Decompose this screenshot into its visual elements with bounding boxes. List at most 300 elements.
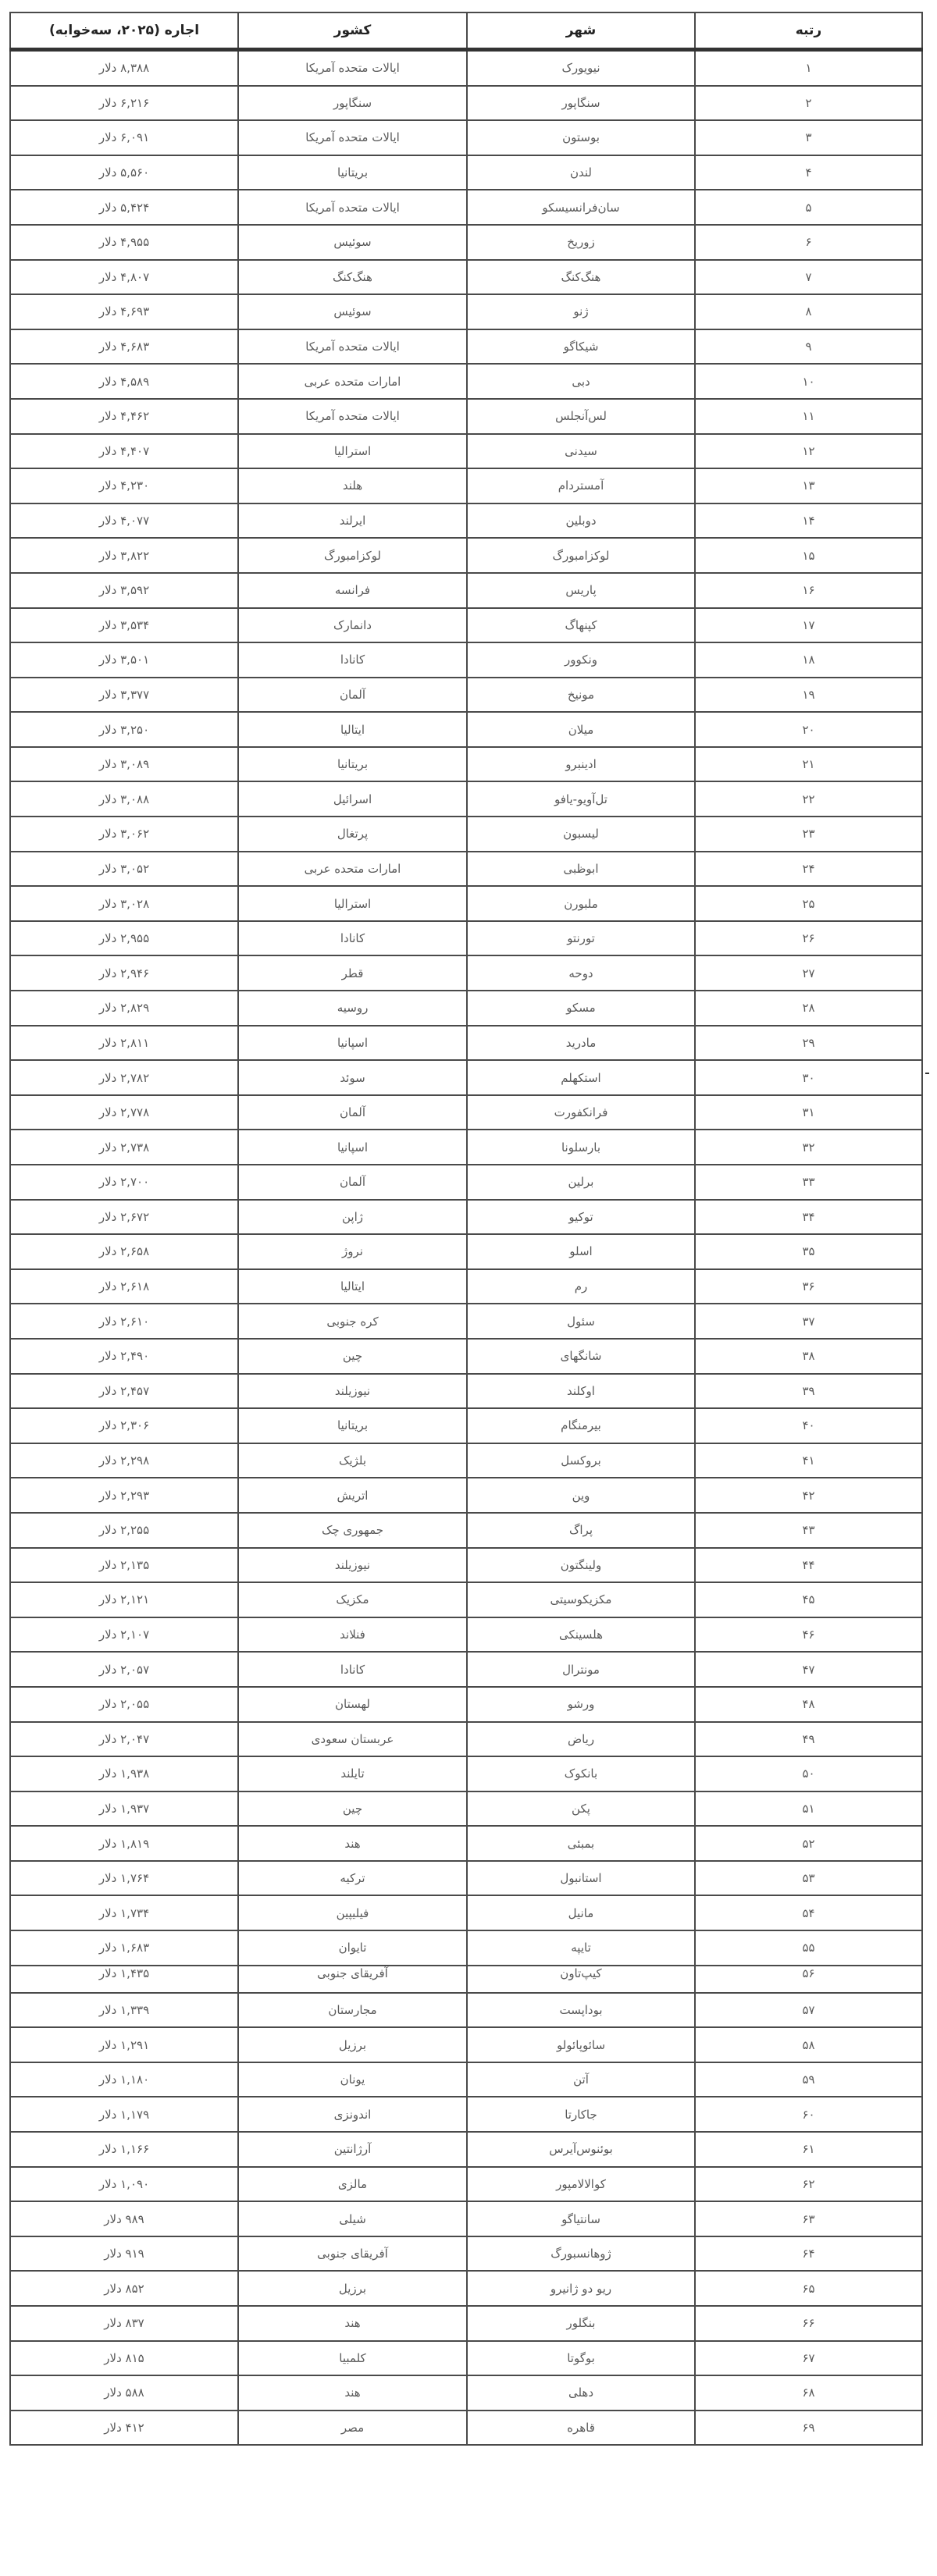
table-row xyxy=(10,155,922,190)
cell-rank: ۳۰ xyxy=(695,1060,922,1095)
table-row xyxy=(10,1165,922,1200)
table-row xyxy=(10,1026,922,1061)
table-row xyxy=(10,86,922,121)
cell-country: اسپانیا xyxy=(238,1130,467,1165)
stray-dash-mark xyxy=(925,1073,929,1074)
cell-country: نیوزیلند xyxy=(238,1548,467,1583)
cell-rent: ۴,۴۶۲ دلار xyxy=(10,399,238,434)
cell-rent: ۲,۹۵۵ دلار xyxy=(10,921,238,956)
cell-city: بمبئی xyxy=(467,1826,695,1861)
cell-rent: ۳,۰۸۸ دلار xyxy=(10,781,238,817)
cell-country: مکزیک xyxy=(238,1582,467,1617)
cell-rank: ۲۹ xyxy=(695,1026,922,1061)
cell-rent: ۳,۰۸۹ دلار xyxy=(10,747,238,782)
cell-rank: ۵۷ xyxy=(695,1993,922,2028)
cell-country: مصر xyxy=(238,2411,467,2446)
cell-country: بلژیک xyxy=(238,1443,467,1478)
table-row xyxy=(10,50,922,86)
cell-city: میلان xyxy=(467,712,695,747)
cell-rent: ۲,۰۵۵ دلار xyxy=(10,1687,238,1722)
cell-country: اسرائیل xyxy=(238,781,467,817)
cell-rent: ۲,۰۴۷ دلار xyxy=(10,1722,238,1757)
table-row xyxy=(10,642,922,678)
cell-rent: ۴,۴۰۷ دلار xyxy=(10,434,238,469)
cell-rent: ۳,۸۲۲ دلار xyxy=(10,538,238,573)
cell-rent: ۱,۸۱۹ دلار xyxy=(10,1826,238,1861)
cell-rent: ۵,۵۶۰ دلار xyxy=(10,155,238,190)
table-row xyxy=(10,1687,922,1722)
cell-country: مالزی xyxy=(238,2167,467,2202)
table-row xyxy=(10,2306,922,2341)
cell-rent: ۲,۶۷۲ دلار xyxy=(10,1200,238,1235)
table-row xyxy=(10,2062,922,2097)
cell-rent: ۴,۸۰۷ دلار xyxy=(10,260,238,295)
cell-country: شیلی xyxy=(238,2201,467,2236)
cell-rent: ۴,۲۳۰ دلار xyxy=(10,468,238,503)
cell-country: عربستان سعودی xyxy=(238,1722,467,1757)
cell-country: بریتانیا xyxy=(238,1408,467,1443)
table-row xyxy=(10,1339,922,1374)
cell-rent: ۱,۳۳۹ دلار xyxy=(10,1993,238,2028)
cell-country: فیلیپین xyxy=(238,1895,467,1930)
cell-country: تایلند xyxy=(238,1756,467,1791)
table-row xyxy=(10,329,922,365)
table-row xyxy=(10,2271,922,2306)
cell-rent: ۲,۴۵۷ دلار xyxy=(10,1374,238,1409)
cell-rent: ۳,۰۵۲ دلار xyxy=(10,852,238,887)
table-row xyxy=(10,2167,922,2202)
cell-city: اسلو xyxy=(467,1234,695,1269)
table-row xyxy=(10,1582,922,1617)
cell-country: سوئد xyxy=(238,1060,467,1095)
table-row xyxy=(10,120,922,155)
cell-city: ژوهانسبورگ xyxy=(467,2236,695,2272)
cell-country: ایالات متحده آمریکا xyxy=(238,190,467,225)
cell-rent: ۲,۸۲۹ دلار xyxy=(10,991,238,1026)
cell-rank: ۱۵ xyxy=(695,538,922,573)
table-row xyxy=(10,1930,922,1966)
cell-city: پکن xyxy=(467,1791,695,1827)
cell-rank: ۴۳ xyxy=(695,1513,922,1548)
cell-country: ایتالیا xyxy=(238,1269,467,1304)
cell-country: لوکزامبورگ xyxy=(238,538,467,573)
cell-rent: ۱,۱۸۰ دلار xyxy=(10,2062,238,2097)
cell-rent: ۲,۷۰۰ دلار xyxy=(10,1165,238,1200)
cell-country: اسپانیا xyxy=(238,1026,467,1061)
cell-rent: ۱,۰۹۰ دلار xyxy=(10,2167,238,2202)
cell-city: وین xyxy=(467,1478,695,1513)
cell-country: سوئیس xyxy=(238,294,467,329)
cell-country: ژاپن xyxy=(238,1200,467,1235)
cell-rent: ۵,۴۲۴ دلار xyxy=(10,190,238,225)
cell-city: شانگهای xyxy=(467,1339,695,1374)
cell-rent: ۹۸۹ دلار xyxy=(10,2201,238,2236)
cell-rank: ۵۹ xyxy=(695,2062,922,2097)
cell-city: بنگلور xyxy=(467,2306,695,2341)
cell-country: قطر xyxy=(238,955,467,991)
cell-city: مکزیکوسیتی xyxy=(467,1582,695,1617)
cell-rank: ۱۰ xyxy=(695,364,922,399)
cell-country: ایرلند xyxy=(238,503,467,539)
cell-country: فنلاند xyxy=(238,1617,467,1653)
cell-rank: ۱۱ xyxy=(695,399,922,434)
cell-country: ایالات متحده آمریکا xyxy=(238,120,467,155)
cell-rent: ۱,۲۹۱ دلار xyxy=(10,2027,238,2062)
table-row xyxy=(10,1791,922,1827)
cell-city: شیکاگو xyxy=(467,329,695,365)
table-row xyxy=(10,1060,922,1095)
cell-rent: ۴۱۲ دلار xyxy=(10,2411,238,2446)
table-row xyxy=(10,747,922,782)
cell-rank: ۵۱ xyxy=(695,1791,922,1827)
cell-rent: ۴,۹۵۵ دلار xyxy=(10,225,238,260)
cell-city: مادرید xyxy=(467,1026,695,1061)
cell-rank: ۶۵ xyxy=(695,2271,922,2306)
cell-rent: ۲,۷۸۲ دلار xyxy=(10,1060,238,1095)
cell-rank: ۲۴ xyxy=(695,852,922,887)
cell-city: مونترال xyxy=(467,1652,695,1687)
cell-city: لندن xyxy=(467,155,695,190)
cell-rank: ۴۷ xyxy=(695,1652,922,1687)
cell-rank: ۶۴ xyxy=(695,2236,922,2272)
cell-rent: ۶,۲۱۶ دلار xyxy=(10,86,238,121)
cell-city: مانیل xyxy=(467,1895,695,1930)
table-row xyxy=(10,190,922,225)
table-row xyxy=(10,781,922,817)
cell-city: بانکوک xyxy=(467,1756,695,1791)
cell-rank: ۶۲ xyxy=(695,2167,922,2202)
cell-city: قاهره xyxy=(467,2411,695,2446)
cell-city: ریو دو ژانیرو xyxy=(467,2271,695,2306)
cell-rank: ۶۹ xyxy=(695,2411,922,2446)
table-row xyxy=(10,538,922,573)
cell-rank: ۸ xyxy=(695,294,922,329)
cell-city: هلسینکی xyxy=(467,1617,695,1653)
cell-rent: ۲,۶۱۸ دلار xyxy=(10,1269,238,1304)
cell-rank: ۶۷ xyxy=(695,2341,922,2376)
cell-country: کانادا xyxy=(238,642,467,678)
table-row xyxy=(10,1234,922,1269)
table-row xyxy=(10,1826,922,1861)
cell-country: هند xyxy=(238,1826,467,1861)
cell-rank: ۲۸ xyxy=(695,991,922,1026)
cell-city: پاریس xyxy=(467,573,695,608)
cell-rank: ۲۰ xyxy=(695,712,922,747)
cell-rank: ۱۴ xyxy=(695,503,922,539)
cell-rent: ۸۱۵ دلار xyxy=(10,2341,238,2376)
cell-rent: ۱,۹۳۸ دلار xyxy=(10,1756,238,1791)
cell-country: هند xyxy=(238,2375,467,2411)
cell-country: اتریش xyxy=(238,1478,467,1513)
cell-rent: ۲,۷۷۸ دلار xyxy=(10,1095,238,1130)
cell-rent: ۲,۸۱۱ دلار xyxy=(10,1026,238,1061)
cell-country: بریتانیا xyxy=(238,747,467,782)
table-row xyxy=(10,1408,922,1443)
cell-country: یونان xyxy=(238,2062,467,2097)
cell-city: فرانکفورت xyxy=(467,1095,695,1130)
cell-country: مجارستان xyxy=(238,1993,467,2028)
cell-city: توکیو xyxy=(467,1200,695,1235)
cell-city: آتن xyxy=(467,2062,695,2097)
table-row xyxy=(10,1095,922,1130)
cell-country: آلمان xyxy=(238,1165,467,1200)
cell-country: دانمارک xyxy=(238,608,467,643)
cell-country: لهستان xyxy=(238,1687,467,1722)
table-row xyxy=(10,1374,922,1409)
cell-rank: ۵۸ xyxy=(695,2027,922,2062)
table-row xyxy=(10,1861,922,1896)
cell-rent: ۶,۰۹۱ دلار xyxy=(10,120,238,155)
cell-rent: ۲,۹۴۶ دلار xyxy=(10,955,238,991)
cell-rent: ۳,۳۷۷ دلار xyxy=(10,678,238,713)
cell-country: آفریقای جنوبی xyxy=(238,1966,467,1993)
cell-country: آفریقای جنوبی xyxy=(238,2236,467,2272)
cell-country: کانادا xyxy=(238,1652,467,1687)
cell-rank: ۵۵ xyxy=(695,1930,922,1966)
cell-country: کانادا xyxy=(238,921,467,956)
cell-rent: ۲,۱۲۱ دلار xyxy=(10,1582,238,1617)
table-row xyxy=(10,434,922,469)
cell-rent: ۱,۶۸۳ دلار xyxy=(10,1930,238,1966)
cell-city: استکهلم xyxy=(467,1060,695,1095)
table-row xyxy=(10,1993,922,2028)
table-row xyxy=(10,2411,922,2446)
table-row xyxy=(10,364,922,399)
cell-rank: ۶۰ xyxy=(695,2097,922,2132)
cell-country: بریتانیا xyxy=(238,155,467,190)
cell-rent: ۲,۱۰۷ دلار xyxy=(10,1617,238,1653)
table-row xyxy=(10,921,922,956)
cell-rank: ۴۰ xyxy=(695,1408,922,1443)
cell-city: سائوپائولو xyxy=(467,2027,695,2062)
cell-city: رم xyxy=(467,1269,695,1304)
cell-city: بوستون xyxy=(467,120,695,155)
cell-city: لیسبون xyxy=(467,817,695,852)
cell-country: هنگ‌کنگ xyxy=(238,260,467,295)
cell-rank: ۲۷ xyxy=(695,955,922,991)
cell-city: دبی xyxy=(467,364,695,399)
cell-rank: ۵۶ xyxy=(695,1966,922,1993)
cell-city: ولینگتون xyxy=(467,1548,695,1583)
table-header-row xyxy=(10,12,922,50)
table-row xyxy=(10,468,922,503)
cell-rank: ۳۱ xyxy=(695,1095,922,1130)
cell-rank: ۴۸ xyxy=(695,1687,922,1722)
cell-rent: ۳,۰۶۲ دلار xyxy=(10,817,238,852)
cell-country: هلند xyxy=(238,468,467,503)
cell-country: سنگاپور xyxy=(238,86,467,121)
table-row xyxy=(10,225,922,260)
cell-rent: ۲,۶۵۸ دلار xyxy=(10,1234,238,1269)
table-row xyxy=(10,1652,922,1687)
table-row xyxy=(10,1130,922,1165)
table-row xyxy=(10,852,922,887)
cell-country: ایتالیا xyxy=(238,712,467,747)
header-country: کشور xyxy=(238,12,467,50)
table-row xyxy=(10,678,922,713)
cell-city: بوداپست xyxy=(467,1993,695,2028)
cell-rent: ۲,۷۳۸ دلار xyxy=(10,1130,238,1165)
cell-rent: ۲,۴۹۰ دلار xyxy=(10,1339,238,1374)
cell-rank: ۱۲ xyxy=(695,434,922,469)
table-row xyxy=(10,886,922,921)
cell-rank: ۱۸ xyxy=(695,642,922,678)
table-row xyxy=(10,955,922,991)
table-row xyxy=(10,1756,922,1791)
cell-city: سان‌فرانسیسکو xyxy=(467,190,695,225)
cell-city: مونیخ xyxy=(467,678,695,713)
cell-city: بارسلونا xyxy=(467,1130,695,1165)
cell-country: اندونزی xyxy=(238,2097,467,2132)
header-rent: اجاره (۲۰۲۵، سه‌خوابه) xyxy=(10,12,238,50)
cell-city: نیویورک xyxy=(467,50,695,86)
cell-rank: ۲۱ xyxy=(695,747,922,782)
cell-country: امارات متحده عربی xyxy=(238,364,467,399)
cell-country: برزیل xyxy=(238,2027,467,2062)
cell-rent: ۳,۰۲۸ دلار xyxy=(10,886,238,921)
cell-country: ایالات متحده آمریکا xyxy=(238,399,467,434)
table-row xyxy=(10,1722,922,1757)
table-row xyxy=(10,399,922,434)
cell-country: استرالیا xyxy=(238,886,467,921)
cell-city: بوئنوس‌آیرس xyxy=(467,2132,695,2167)
table-row xyxy=(10,991,922,1026)
cell-rent: ۱,۹۳۷ دلار xyxy=(10,1791,238,1827)
cell-city: تایپه xyxy=(467,1930,695,1966)
table-row xyxy=(10,1304,922,1339)
cell-city: پراگ xyxy=(467,1513,695,1548)
cell-country: جمهوری چک xyxy=(238,1513,467,1548)
cell-rank: ۳۸ xyxy=(695,1339,922,1374)
cell-country: سوئیس xyxy=(238,225,467,260)
table-row xyxy=(10,1478,922,1513)
table-row xyxy=(10,2201,922,2236)
cell-country: چین xyxy=(238,1791,467,1827)
cell-rank: ۱۹ xyxy=(695,678,922,713)
cell-rank: ۶۸ xyxy=(695,2375,922,2411)
cell-city: استانبول xyxy=(467,1861,695,1896)
table-row xyxy=(10,2375,922,2411)
cell-country: استرالیا xyxy=(238,434,467,469)
cell-rank: ۳۲ xyxy=(695,1130,922,1165)
cell-rank: ۲۶ xyxy=(695,921,922,956)
cell-city: مسکو xyxy=(467,991,695,1026)
cell-city: هنگ‌کنگ xyxy=(467,260,695,295)
table-row xyxy=(10,1548,922,1583)
cell-city: بیرمنگام xyxy=(467,1408,695,1443)
cell-rent: ۲,۲۹۸ دلار xyxy=(10,1443,238,1478)
cell-rank: ۵ xyxy=(695,190,922,225)
cell-rent: ۸,۳۸۸ دلار xyxy=(10,50,238,86)
cell-rent: ۲,۲۹۳ دلار xyxy=(10,1478,238,1513)
cell-rank: ۶۶ xyxy=(695,2306,922,2341)
cell-country: کره جنوبی xyxy=(238,1304,467,1339)
cell-city: لوکزامبورگ xyxy=(467,538,695,573)
cell-rank: ۱ xyxy=(695,50,922,86)
cell-rank: ۳۹ xyxy=(695,1374,922,1409)
cell-rank: ۳۴ xyxy=(695,1200,922,1235)
cell-country: نیوزیلند xyxy=(238,1374,467,1409)
header-city: شهر xyxy=(467,12,695,50)
cell-city: ادینبرو xyxy=(467,747,695,782)
cell-rent: ۳,۲۵۰ دلار xyxy=(10,712,238,747)
cell-country: برزیل xyxy=(238,2271,467,2306)
cell-country: آلمان xyxy=(238,678,467,713)
table-row xyxy=(10,712,922,747)
cell-country: ترکیه xyxy=(238,1861,467,1896)
cell-city: کیپ‌تاون xyxy=(467,1966,695,1993)
cell-rank: ۵۲ xyxy=(695,1826,922,1861)
cell-rent: ۱,۱۷۹ دلار xyxy=(10,2097,238,2132)
cell-country: نروژ xyxy=(238,1234,467,1269)
cell-country: هند xyxy=(238,2306,467,2341)
cell-rent: ۱,۷۶۴ دلار xyxy=(10,1861,238,1896)
cell-city: سئول xyxy=(467,1304,695,1339)
cell-rent: ۵۸۸ دلار xyxy=(10,2375,238,2411)
table-row xyxy=(10,2097,922,2132)
cell-rent: ۴,۶۹۳ دلار xyxy=(10,294,238,329)
cell-rank: ۲۲ xyxy=(695,781,922,817)
cell-city: زوریخ xyxy=(467,225,695,260)
cell-country: امارات متحده عربی xyxy=(238,852,467,887)
table-row xyxy=(10,573,922,608)
cell-rank: ۴۹ xyxy=(695,1722,922,1757)
cell-rent: ۲,۶۱۰ دلار xyxy=(10,1304,238,1339)
cell-rank: ۳۳ xyxy=(695,1165,922,1200)
cell-rent: ۱,۷۳۴ دلار xyxy=(10,1895,238,1930)
table-row xyxy=(10,817,922,852)
cell-rank: ۴۱ xyxy=(695,1443,922,1478)
cell-city: سانتیاگو xyxy=(467,2201,695,2236)
cell-city: ژنو xyxy=(467,294,695,329)
cell-country: ایالات متحده آمریکا xyxy=(238,329,467,365)
cell-rent: ۳,۵۳۴ دلار xyxy=(10,608,238,643)
cell-rent: ۸۵۲ دلار xyxy=(10,2271,238,2306)
cell-city: تورنتو xyxy=(467,921,695,956)
cell-rent: ۲,۱۳۵ دلار xyxy=(10,1548,238,1583)
table-row xyxy=(10,2236,922,2272)
cell-rent: ۹۱۹ دلار xyxy=(10,2236,238,2272)
header-rank: رتبه xyxy=(695,12,922,50)
cell-rank: ۴۴ xyxy=(695,1548,922,1583)
cell-city: کوالالامپور xyxy=(467,2167,695,2202)
table-row xyxy=(10,1269,922,1304)
cell-rank: ۶۱ xyxy=(695,2132,922,2167)
cell-rank: ۲۳ xyxy=(695,817,922,852)
cell-rank: ۳ xyxy=(695,120,922,155)
cell-rent: ۱,۴۳۵ دلار xyxy=(10,1966,238,1993)
cell-rank: ۵۰ xyxy=(695,1756,922,1791)
cell-rank: ۹ xyxy=(695,329,922,365)
cell-country: تایوان xyxy=(238,1930,467,1966)
cell-rank: ۴۶ xyxy=(695,1617,922,1653)
cell-city: اوکلند xyxy=(467,1374,695,1409)
table-row xyxy=(10,2341,922,2376)
cell-city: کپنهاگ xyxy=(467,608,695,643)
cell-city: برلین xyxy=(467,1165,695,1200)
cell-city: آمستردام xyxy=(467,468,695,503)
cell-rank: ۴۲ xyxy=(695,1478,922,1513)
table-row xyxy=(10,260,922,295)
table-row xyxy=(10,1443,922,1478)
cell-country: چین xyxy=(238,1339,467,1374)
cell-rank: ۱۷ xyxy=(695,608,922,643)
cell-city: بروکسل xyxy=(467,1443,695,1478)
cell-rank: ۲۵ xyxy=(695,886,922,921)
cell-rent: ۴,۵۸۹ دلار xyxy=(10,364,238,399)
cell-country: روسیه xyxy=(238,991,467,1026)
table-body xyxy=(10,50,922,2446)
